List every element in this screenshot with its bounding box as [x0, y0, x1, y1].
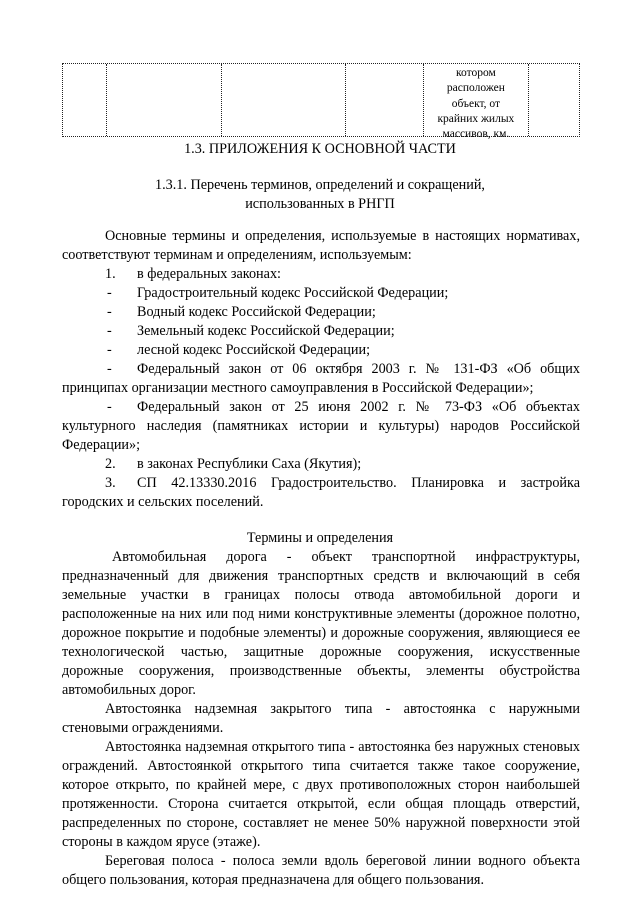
list-subitem: Земельный кодекс Российской Федерации; — [137, 323, 395, 339]
list-dash: - — [107, 361, 112, 377]
list-subitem-cont: культурного наследия (памятниках истории и культуры) народов Российской — [62, 418, 580, 434]
list-dash: - — [107, 323, 112, 339]
term-line: дорожные сооружения, производственные объекты, элементы обустройства — [62, 663, 580, 679]
subsection-title-line1: 1.3.1. Перечень терминов, определений и сокращений, — [155, 177, 485, 193]
table-cell — [346, 64, 424, 136]
list-item-cont: городских и сельских поселений. — [62, 494, 264, 510]
term-line: предназначенный для движения транспортных средств и включающий в себя — [62, 568, 580, 584]
table-cell — [107, 64, 223, 136]
term-line: земельные участки в границах полосы отвода автомобильной дороги и — [62, 587, 580, 603]
intro-line: соответствуют терминам и определениям, используемым: — [62, 247, 412, 263]
terms-heading: Термины и определения — [246, 530, 394, 546]
term-line: автомобильных дорог. — [62, 682, 196, 698]
term-line: стеновыми ограждениями. — [62, 720, 224, 736]
term-line: распределенных по стороне, составляет не менее 50% наружной поверхности этой — [62, 815, 580, 831]
table-cell — [529, 64, 579, 136]
list-dash: - — [107, 342, 112, 358]
list-marker: 1. — [105, 266, 116, 282]
table-cell-description — [424, 64, 530, 141]
list-item-text: в федеральных законах: — [137, 266, 281, 282]
term-line: дорожное покрытие и подобные элементы) и дорожные сооружения, являющиеся ее — [62, 625, 580, 641]
list-subitem: Федеральный закон от 06 октября 2003 г. № 131-ФЗ «Об общих — [137, 361, 580, 377]
section-title: 1.3. ПРИЛОЖЕНИЯ К ОСНОВНОЙ ЧАСТИ — [184, 141, 456, 157]
list-dash: - — [107, 304, 112, 320]
list-subitem: Градостроительный кодекс Российской Федерации; — [137, 285, 449, 301]
list-subitem-cont: Федерации»; — [62, 437, 141, 453]
term-line: расположенные на них или под ними конструктивные элементы (дорожное полотно, — [62, 606, 580, 622]
term-line: Береговая полоса - полоса земли вдоль береговой линии водного объекта — [105, 853, 580, 869]
table-fragment — [62, 63, 580, 141]
table-cell — [63, 64, 107, 136]
list-subitem-cont: принципах организации местного самоуправления в Российской Федерации»; — [62, 380, 534, 396]
term-line: стороны в каждом ярусе (этаже). — [62, 834, 261, 850]
term-line: Автомобильная дорога - объект транспортной инфраструктуры, — [112, 549, 580, 565]
list-dash: - — [107, 399, 112, 415]
list-item-text: СП 42.13330.2016 Градостроительство. Планировка и застройка — [137, 475, 580, 491]
list-subitem: Федеральный закон от 25 июня 2002 г. № 73-ФЗ «Об объектах — [137, 399, 580, 415]
list-marker: 3. — [105, 475, 116, 491]
term-line: ограждений. Автостоянкой открытого типа считается также такое сооружение, — [62, 758, 580, 774]
list-subitem: Водный кодекс Российской Федерации; — [137, 304, 376, 320]
list-marker: 2. — [105, 456, 116, 472]
term-line: которое открыто, по крайней мере, с двух противоположных сторон наибольшей — [62, 777, 580, 793]
term-line: Автостоянка надземная открытого типа - автостоянка без наружных стеновых — [105, 739, 580, 755]
list-subitem: лесной кодекс Российской Федерации; — [137, 342, 371, 358]
table-cell-text: котором расположен объект, от крайних жилых массивов, км. — [437, 67, 515, 141]
subsection-title-line2: использованных в РНГП — [245, 196, 395, 212]
term-line: Автостоянка надземная закрытого типа - автостоянка с наружными — [105, 701, 580, 717]
intro-line: Основные термины и определения, используемые в настоящих нормативах, — [105, 228, 580, 244]
term-line: технологической частью, защитные дорожные сооружения, искусственные — [62, 644, 580, 660]
list-item-text: в законах Республики Саха (Якутия); — [137, 456, 362, 472]
table-cell — [222, 64, 346, 136]
list-dash: - — [107, 285, 112, 301]
term-line: протяженности. Сторона считается открытой, если общая площадь отверстий, — [62, 796, 580, 812]
term-line: общего пользования, которая предназначена для общего пользования. — [62, 872, 485, 888]
